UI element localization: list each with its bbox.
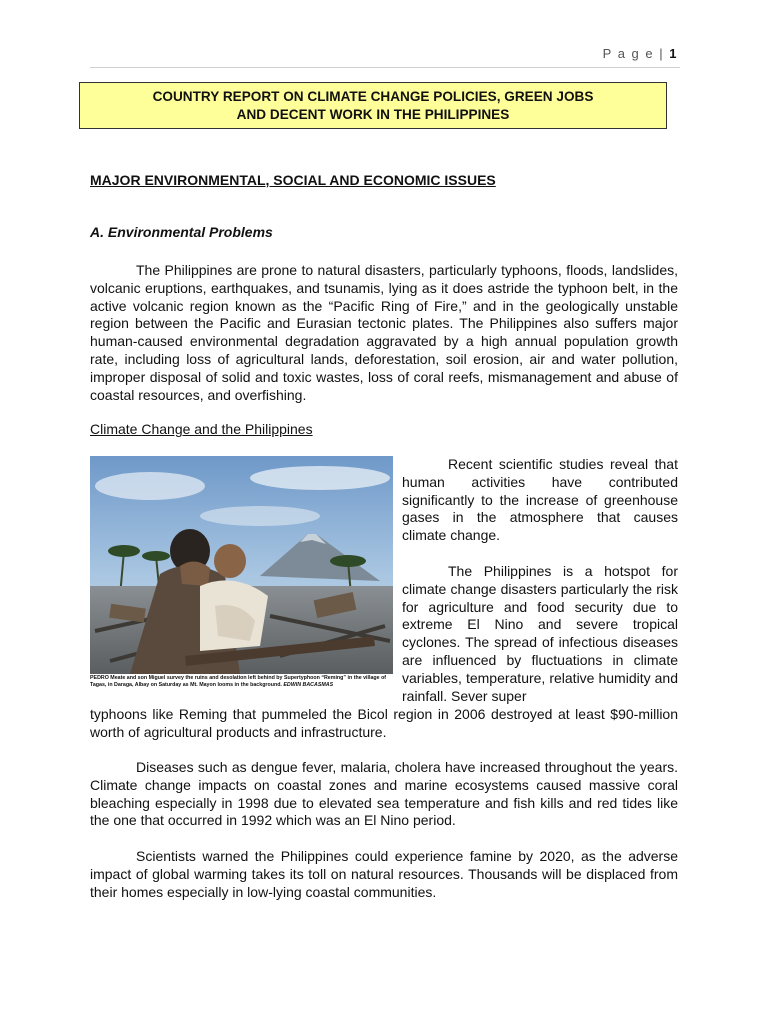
typhoon-aftermath-photo [90,456,393,674]
paragraph-diseases: Diseases such as dengue fever, malaria, cholera have increased throughout the years. Climate change impacts on coastal zones and marine ecosystems caused massive coral bleaching especially in 1998 due to elevated sea temperature and fish kills and red tides like the one that occurred in 1992 which was an El Nino period. [90,759,678,829]
page-number: 1 [669,46,678,61]
news-photo-figure [90,456,393,692]
photo-credit: EDWIN BACASMAS [283,682,334,688]
page-separator: | [659,46,670,61]
report-title-line1: COUNTRY REPORT ON CLIMATE CHANGE POLICIES, GREEN JOBS [152,88,594,104]
photo-caption-text: PEDRO Meate and son Miguel survey the ruins and desolation left behind by Supertyphoon “Reming” in the village of Tagas, in Daraga, Albay on Saturday as Mt. Mayon looms in the background. [90,675,387,688]
paragraph-continuation: typhoons like Reming that pummeled the Bicol region in 2006 destroyed at least $90-million worth of agricultural products and infrastructure. [90,706,678,740]
paragraph-famine: Scientists warned the Philippines could experience famine by 2020, as the adverse impact of global warming takes its toll on natural resources. Thousands will be displaced from their homes especially in low-lying coastal communities. [90,848,678,900]
section-heading: MAJOR ENVIRONMENTAL, SOCIAL AND ECONOMIC ISSUES [90,172,496,188]
sub-heading: A. Environmental Problems [90,224,273,240]
side-paragraph-hotspot: The Philippines is a hotspot for climate change disasters particularly the risk for agriculture and food security due to extreme El Nino and severe tropical cyclones. The spread of infectious diseases are influenced by fluctuations in climate variables, temperature, relative humidity and rainfall. Sever super [402,563,678,704]
header-divider [90,67,680,68]
report-title-box [79,82,667,129]
page-header [603,46,678,61]
side-paragraph-studies: Recent scientific studies reveal that human activities have contributed significantly to the increase of greenhouse gases in the atmosphere that causes climate change. [402,456,678,544]
subsection-title: Climate Change and the Philippines [90,421,313,437]
page-label: P a g e [602,46,655,61]
report-title-line2: AND DECENT WORK IN THE PHILIPPINES [236,106,510,122]
photo-caption [90,675,393,689]
paragraph-environmental-problems: The Philippines are prone to natural disasters, particularly typhoons, floods, landslides, volcanic eruptions, earthquakes, and tsunamis, lying as it does astride the typhoon belt, in the active volcanic region known as the “Pacific Ring of Fire,” and in the geologically unstable region between the Pacific and Eurasian tectonic plates. The Philippines also suffers major human-caused environmental degradation aggravated by a high annual population growth rate, including loss of agricultural lands, deforestation, soil erosion, air and water pollution, improper disposal of solid and toxic wastes, loss of coral reefs, mismanagement and abuse of coastal resources, and overfishing. [90,262,678,403]
